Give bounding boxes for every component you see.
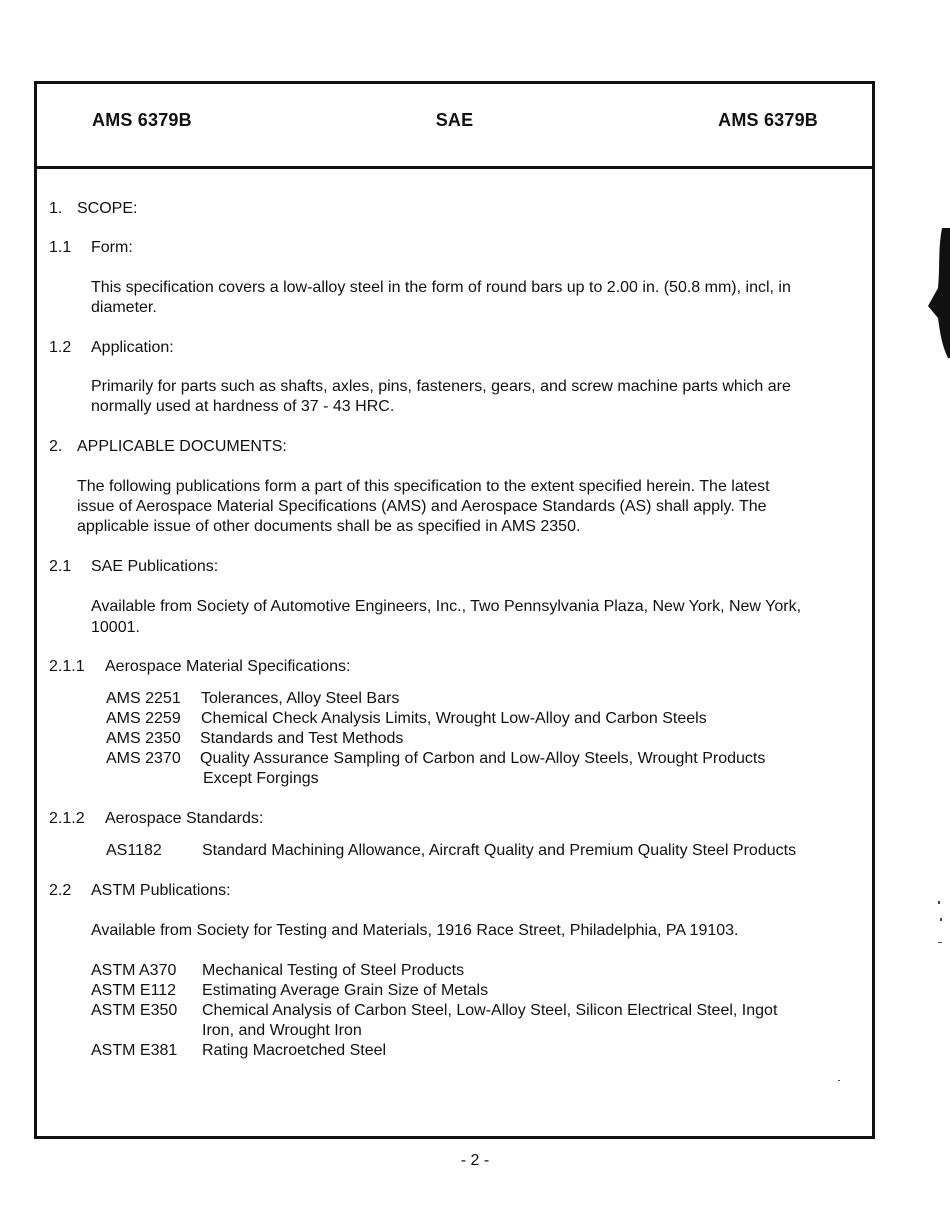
page-frame (34, 81, 875, 1139)
paragraph-line: This specification covers a low-alloy steel in the form of round bars up to 2.00 in. (50.8 mm), incl, in (91, 279, 791, 296)
reference-title: Chemical Analysis of Carbon Steel, Low-Alloy Steel, Silicon Electrical Steel, Ingot (202, 1002, 778, 1019)
revision-mark-icon (928, 228, 950, 358)
reference-title: Chemical Check Analysis Limits, Wrought Low-Alloy and Carbon Steels (201, 710, 707, 727)
reference-code: ASTM E112 (91, 982, 177, 999)
section-heading: SCOPE: (77, 200, 138, 217)
reference-title-continued: Iron, and Wrought Iron (202, 1022, 362, 1039)
paragraph-line: diameter. (91, 299, 157, 316)
header-doc-id-left: AMS 6379B (92, 110, 192, 130)
section-heading: Form: (91, 239, 133, 256)
reference-title: Estimating Average Grain Size of Metals (202, 982, 489, 999)
reference-title: Quality Assurance Sampling of Carbon and Low-Alloy Steels, Wrought Products (200, 750, 766, 767)
header-org: SAE (435, 110, 474, 130)
paragraph-line: 10001. (91, 619, 140, 636)
reference-code: ASTM E350 (91, 1002, 178, 1019)
reference-code: AS1182 (106, 842, 162, 859)
scan-speck (938, 942, 942, 943)
header-doc-id-right: AMS 6379B (718, 110, 818, 130)
scan-speck (940, 918, 942, 921)
section-heading: SAE Publications: (91, 558, 219, 575)
document-body (37, 84, 872, 1136)
reference-title: Tolerances, Alloy Steel Bars (201, 690, 400, 707)
section-number: 1.1 (49, 239, 72, 256)
paragraph-line: Primarily for parts such as shafts, axles, pins, fasteners, gears, and screw machine parts which are (91, 378, 791, 395)
reference-title: Standard Machining Allowance, Aircraft Quality and Premium Quality Steel Products (202, 842, 797, 859)
reference-title: Mechanical Testing of Steel Products (202, 962, 465, 979)
scan-speck (938, 901, 940, 904)
scan-speck (838, 1080, 840, 1081)
reference-code: ASTM A370 (91, 962, 177, 979)
section-number: 2.1.2 (49, 810, 85, 827)
section-number: 2.2 (49, 882, 72, 899)
section-number: 1.2 (49, 339, 72, 356)
section-heading: ASTM Publications: (91, 882, 231, 899)
reference-title-continued: Except Forgings (203, 770, 319, 787)
section-number: 2. (49, 438, 63, 455)
paragraph-line: Available from Society of Automotive Engineers, Inc., Two Pennsylvania Plaza, New York, New York, (91, 598, 802, 615)
section-number: 1. (49, 200, 63, 217)
paragraph-line: Available from Society for Testing and Materials, 1916 Race Street, Philadelphia, PA 19103. (91, 922, 739, 939)
section-heading: Application: (91, 339, 174, 356)
paragraph-line: normally used at hardness of 37 - 43 HRC. (91, 398, 395, 415)
reference-code: AMS 2259 (106, 710, 181, 727)
reference-title: Rating Macroetched Steel (202, 1042, 387, 1059)
paragraph-line: applicable issue of other documents shall be as specified in AMS 2350. (77, 518, 581, 535)
paragraph-line: issue of Aerospace Material Specifications (AMS) and Aerospace Standards (AS) shall apply. The (77, 498, 767, 515)
section-number: 2.1 (49, 558, 72, 575)
reference-code: AMS 2350 (106, 730, 181, 747)
paragraph-line: The following publications form a part of this specification to the extent specified herein. The latest (77, 478, 770, 495)
reference-code: AMS 2370 (106, 750, 181, 767)
section-heading: APPLICABLE DOCUMENTS: (77, 438, 287, 455)
reference-code: ASTM E381 (91, 1042, 178, 1059)
page-number: - 2 - (460, 1152, 490, 1169)
section-number: 2.1.1 (49, 658, 85, 675)
section-heading: Aerospace Material Specifications: (105, 658, 351, 675)
reference-code: AMS 2251 (106, 690, 181, 707)
section-heading: Aerospace Standards: (105, 810, 264, 827)
reference-title: Standards and Test Methods (200, 730, 404, 747)
